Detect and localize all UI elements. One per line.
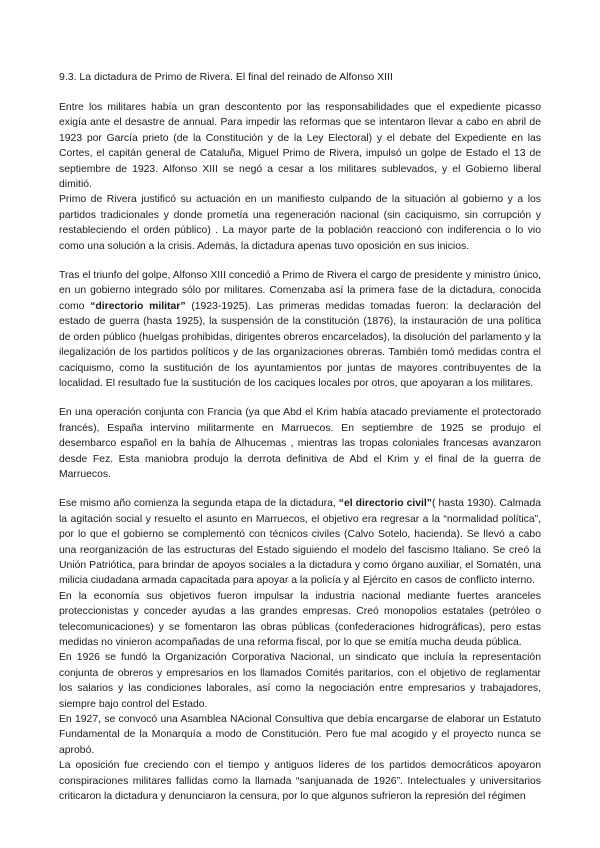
paragraph-text: Tras el triunfo del golpe, Alfonso XIII concedió a Primo de Rivera el cargo de presidente y ministro único, en un gobierno integrado sólo por militares. Comenzaba así la primera fase de la dictadura, conocida como	[59, 270, 541, 312]
paragraph-marruecos: En una operación conjunta con Francia (ya que Abd el Krim había atacado previamente el protectorado francés), España intervino militarmente en Marruecos. En septiembre de 1925 se produjo el desembarco español en la bahía de Alhucemas , mientras las tropas coloniales francesas avanzaron desde Fez. Esta maniobra produjo la derrota definitiva de Abd el Krim y el final de la guerra de Marruecos.	[59, 407, 541, 480]
paragraph-golpe: Entre los militares había un gran descontento por las responsabilidades que el expediente picasso exigía ante el desastre de annual. Para impedir las reformas que se intentaron llevar a cabo en abril de 1923 por García prieto (de la Constitución y de la Ley Electoral) y el debate del Expediente en las Cortes, el capitán general de Cataluña, Miguel Primo de Rivera, impulsó un golpe de Estado el 13 de septiembre de 1923. Alfonso XIII se negó a cesar a los militares sublevados, y el Gobierno liberal dimitió.	[59, 102, 541, 191]
bold-term-directorio-militar: “directorio militar”	[90, 300, 186, 312]
paragraph-asamblea: En 1927, se convocó una Asamblea NAcional Consultiva que debía encargarse de elaborar un Estatuto Fundamental de la Monarquía a modo de Constitución. Pero fue mal acogido y el proyecto nunca se aprobó.	[59, 714, 541, 756]
paragraph-manifiesto: Primo de Rivera justificó su actuación en un manifiesto culpando de la situación al gobierno y a los partidos tradicionales y donde prometía una regeneración nacional (sin caciquismo, sin corrupción y restableciendo el orden público) . La mayor parte de la población reaccionó con indiferencia o lo vio como una solución a la crisis. Además, la dictadura apenas tuvo oposición en sus inicios.	[59, 194, 541, 252]
paragraph-organizacion-corporativa: En 1926 se fundó la Organización Corporativa Nacional, un sindicato que incluía la representación conjunta de obreros y empresarios en los llamados Comités paritarios, con el objetivo de reglamentar los salarios y las condiciones laborales, así como la negociación entre empresarios y trabajadores, siempre bajo control del Estado.	[59, 652, 541, 710]
page-title: 9.3. La dictadura de Primo de Rivera. El final del reinado de Alfonso XIII	[59, 71, 393, 83]
bold-term-directorio-civil: “el directorio civil”	[338, 498, 433, 510]
paragraph-text: ( hasta 1930). Calmada la agitación social y resuelto el asunto en Marruecos, el objetivo era regresar a la “normalidad política”, por lo que el gobierno se complementó con técnicos civiles (Calvo Sotelo, hacienda). Se llevó a cabo una reorganización de las estructuras del Estado siguiendo el modelo del fascismo Italiano. Se creó la Unión Patriótica, para brindar de apoyos sociales a la dictadura y como órgano auxiliar, el Somatén, una milicia ciudadana armada capacitada para apoyar a la policía y al Ejército en casos de conflicto interno.	[59, 498, 542, 587]
paragraph-directorio-militar	[59, 268, 541, 391]
paragraph-oposicion: La oposición fue creciendo con el tiempo y antiguos líderes de los partidos democráticos apoyaron conspiraciones militares fallidas como la llamada “sanjuanada de 1926”. Intelectuales y universitarios criticaron la dictadura y denunciaron la censura, por lo que algunos sufrieron la represión del régimen	[59, 760, 541, 803]
paragraph-text: (1923-1925). Las primeras medidas tomadas fueron: la declaración del estado de guerra (hasta 1925), la suspensión de la constitución (1876), la instauración de una política de orden público (huelgas prohibidas, dirigentes obreros encarcelados), la disolución del parlamento y la ilegalización de los partidos políticos y de las organizaciones obreras. También tomó medidas contra el caciquismo, como la sustitución de los ayuntamientos por juntas de mayores contribuyentes de la localidad. El resultado fue la sustitución de los caciques locales por otros, que apoyaran a los militares.	[59, 300, 541, 389]
paragraph-economia: En la economía sus objetivos fueron impulsar la industria nacional mediante fuertes aranceles proteccionistas y conceder ayudas a las grandes empresas. Creó monopolios estatales (petróleo o telecomunicaciones) y se fomentaron las obras públicas (confederaciones hidrográficas), pero estas medidas no vinieron acompañadas de una reforma fiscal, por lo que se emitía mucha deuda pública.	[59, 590, 541, 648]
paragraph-directorio-civil	[59, 496, 541, 588]
paragraph-text: Ese mismo año comienza la segunda etapa de la dictadura,	[59, 498, 339, 510]
